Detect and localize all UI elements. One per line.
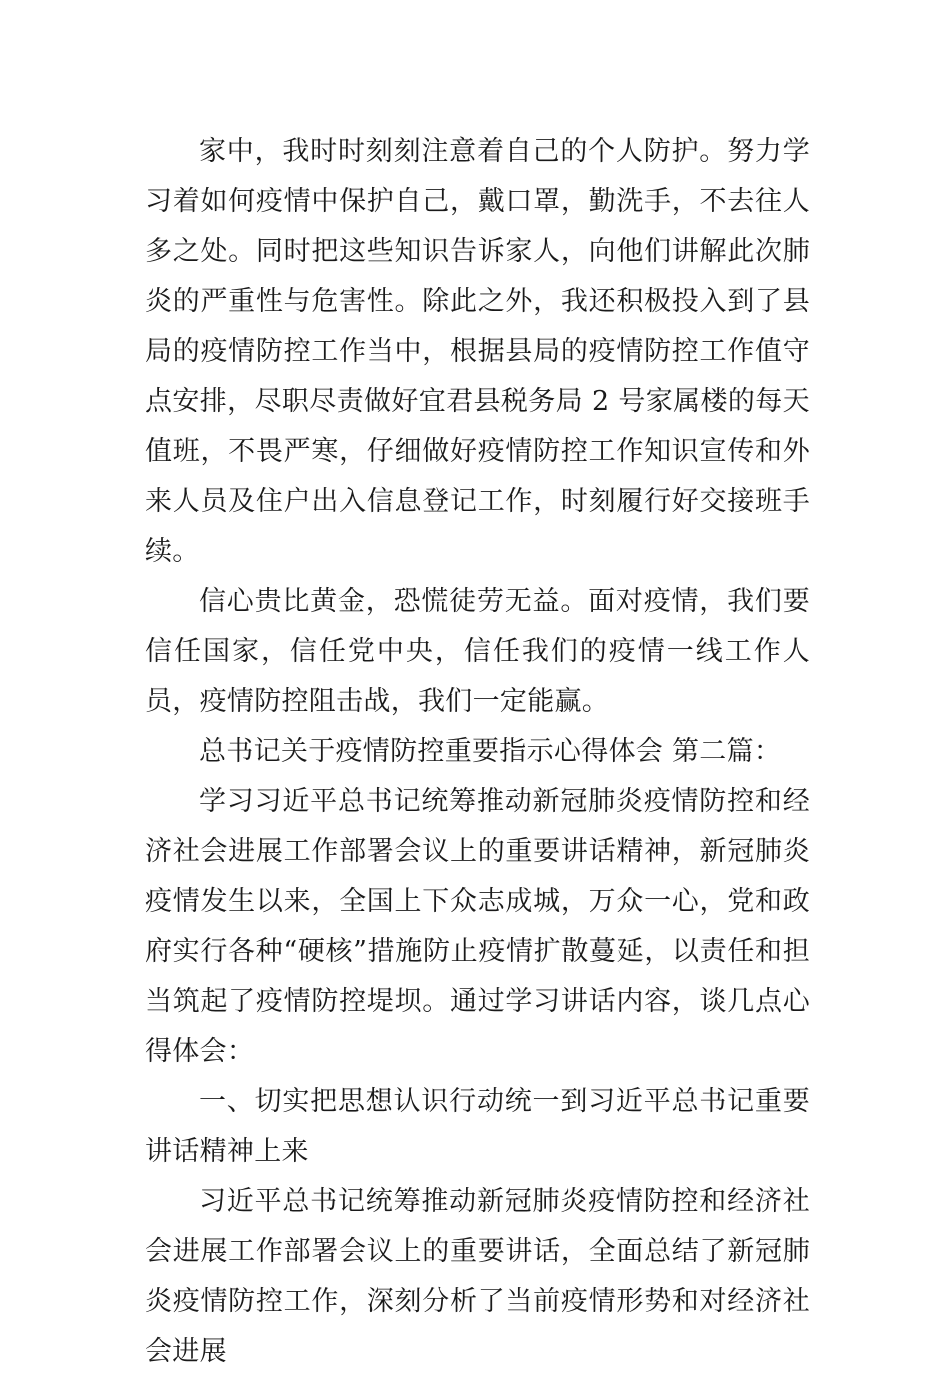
subheading-point-one: 一、切实把思想认识行动统一到习近平总书记重要讲话精神上来: [145, 1086, 810, 1167]
paragraph-home-protection: 家中，我时时刻刻注意着自己的个人防护。努力学习着如何疫情中保护自己，戴口罩，勤洗手，不去往人多之处。同时把这些知识告诉家人，向他们讲解此次肺炎的严重性与危害性。除此之外，我还积极投入到了县局的疫情防控工作当中，根据县局的疫情防控工作值守点安排，尽职尽责做好宜君县税务局 2 号家属楼的每天值班，不畏严寒，仔细做好疫情防控工作知识宣传和外来人员及住户出入信息登记工作，时刻履行好交接班手续。: [145, 136, 810, 567]
paragraph-confidence: 信心贵比黄金，恐慌徒劳无益。面对疫情，我们要信任国家，信任党中央，信任我们的疫情一线工作人员，疫情防控阻击战，我们一定能赢。: [145, 586, 810, 717]
document-body: [145, 127, 810, 1377]
paragraph-study-speech: 学习习近平总书记统筹推动新冠肺炎疫情防控和经济社会进展工作部署会议上的重要讲话精神，新冠肺炎疫情发生以来，全国上下众志成城，万众一心，党和政府实行各种“硬核”措施防止疫情扩散蔓延，以责任和担当筑起了疫情防控堤坝。通过学习讲话内容，谈几点心得体会：: [145, 786, 810, 1067]
paragraph-speech-summary: 习近平总书记统筹推动新冠肺炎疫情防控和经济社会进展工作部署会议上的重要讲话，全面总结了新冠肺炎疫情防控工作，深刻分析了当前疫情形势和对经济社会进展: [145, 1186, 810, 1367]
section-title-second-article: 总书记关于疫情防控重要指示心得体会 第二篇：: [199, 736, 782, 767]
